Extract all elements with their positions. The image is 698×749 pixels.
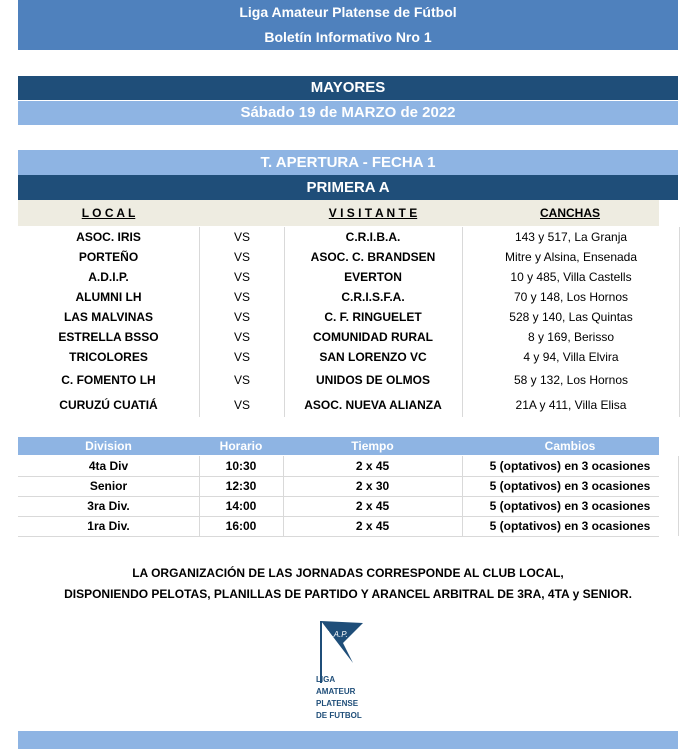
schedule-row bbox=[18, 476, 659, 497]
logo-line-1: LIGA bbox=[316, 675, 336, 684]
column-canchas: CANCHAS bbox=[540, 206, 600, 220]
match-visiting-team: ASOC. NUEVA ALIANZA bbox=[304, 398, 442, 412]
match-vs: VS bbox=[199, 327, 285, 347]
tournament-banner: T. APERTURA - FECHA 1 bbox=[18, 150, 678, 175]
schedule-division: 1ra Div. bbox=[18, 516, 200, 536]
schedule-col-cambios: Cambios bbox=[544, 439, 596, 453]
match-row bbox=[18, 367, 659, 393]
column-local: L O C A L bbox=[81, 206, 136, 220]
match-field: 143 y 517, La Granja bbox=[462, 227, 680, 247]
match-local-team: CURUZÚ CUATIÁ bbox=[59, 398, 158, 412]
division-banner: PRIMERA A bbox=[18, 175, 678, 200]
schedule-division: Senior bbox=[18, 476, 200, 496]
schedule-duration: 2 x 45 bbox=[283, 496, 463, 516]
match-local-team: TRICOLORES bbox=[69, 350, 148, 364]
match-row bbox=[18, 393, 659, 417]
match-vs: VS bbox=[199, 267, 285, 287]
schedule-row bbox=[18, 516, 659, 537]
schedule-substitutions: 5 (optativos) en 3 ocasiones bbox=[462, 456, 679, 476]
match-local-team: LAS MALVINAS bbox=[63, 310, 154, 324]
schedule-time: 14:00 bbox=[199, 496, 284, 516]
match-vs: VS bbox=[199, 347, 285, 367]
match-row bbox=[18, 227, 659, 247]
schedule-time: 12:30 bbox=[199, 476, 284, 496]
match-field: 4 y 94, Villa Elvira bbox=[462, 347, 680, 367]
match-vs: VS bbox=[199, 393, 285, 417]
schedule-col-division: Division bbox=[85, 439, 132, 453]
match-row bbox=[18, 307, 659, 327]
category-banner: MAYORES bbox=[18, 76, 678, 100]
match-row bbox=[18, 327, 659, 347]
schedule-substitutions: 5 (optativos) en 3 ocasiones bbox=[462, 476, 679, 496]
match-field: 21A y 411, Villa Elisa bbox=[462, 393, 680, 417]
logo-line-4: DE FUTBOL bbox=[316, 711, 362, 720]
bulletin-title: Boletín Informativo Nro 1 bbox=[264, 29, 432, 45]
match-field: 8 y 169, Berisso bbox=[462, 327, 680, 347]
match-local-team: A.D.I.P. bbox=[88, 270, 129, 284]
fixture-column-headers bbox=[18, 200, 659, 226]
match-visiting-team: EVERTON bbox=[344, 270, 402, 284]
match-vs: VS bbox=[199, 307, 285, 327]
match-row bbox=[18, 247, 659, 267]
schedule-division: 4ta Div bbox=[18, 456, 200, 476]
match-visiting-team: COMUNIDAD RURAL bbox=[313, 330, 433, 344]
date-banner: Sábado 19 de MARZO de 2022 bbox=[18, 101, 678, 125]
schedule-col-horario: Horario bbox=[219, 439, 263, 453]
match-field: Mitre y Alsina, Ensenada bbox=[462, 247, 680, 267]
match-local-team: ESTRELLA BSSO bbox=[58, 330, 159, 344]
match-visiting-team: C.R.I.S.F.A. bbox=[341, 290, 405, 304]
schedule-division: 3ra Div. bbox=[18, 496, 200, 516]
schedule-duration: 2 x 45 bbox=[283, 516, 463, 536]
match-row bbox=[18, 347, 659, 367]
league-name: Liga Amateur Platense de Fútbol bbox=[239, 4, 457, 20]
match-vs: VS bbox=[199, 227, 285, 247]
match-vs: VS bbox=[199, 247, 285, 267]
schedule-substitutions: 5 (optativos) en 3 ocasiones bbox=[462, 516, 679, 536]
schedule-duration: 2 x 45 bbox=[283, 456, 463, 476]
column-visitante: V I S I T A N T E bbox=[328, 206, 418, 220]
schedule-header bbox=[18, 437, 659, 455]
logo-line-2: AMATEUR bbox=[316, 687, 356, 696]
match-field: 58 y 132, Los Hornos bbox=[462, 367, 680, 393]
match-visiting-team: UNIDOS DE OLMOS bbox=[315, 373, 430, 387]
match-vs: VS bbox=[199, 367, 285, 393]
match-local-team: ALUMNI LH bbox=[75, 290, 142, 304]
match-local-team: ASOC. IRIS bbox=[76, 230, 141, 244]
logo-line-3: PLATENSE bbox=[316, 699, 359, 708]
match-visiting-team: C.R.I.B.A. bbox=[345, 230, 401, 244]
schedule-time: 10:30 bbox=[199, 456, 284, 476]
organization-note-line2: DISPONIENDO PELOTAS, PLANILLAS DE PARTIDO Y ARANCEL ARBITRAL DE 3RA, 4TA y SENIOR. bbox=[64, 587, 632, 601]
logo-flag-text: L.A.P. bbox=[327, 630, 348, 639]
match-row bbox=[18, 267, 659, 287]
match-local-team: C. FOMENTO LH bbox=[61, 373, 156, 387]
schedule-row bbox=[18, 456, 659, 477]
match-field: 70 y 148, Los Hornos bbox=[462, 287, 680, 307]
match-local-team: PORTEÑO bbox=[78, 250, 139, 264]
match-visiting-team: SAN LORENZO VC bbox=[319, 350, 427, 364]
match-vs: VS bbox=[199, 287, 285, 307]
schedule-col-tiempo: Tiempo bbox=[351, 439, 394, 453]
match-visiting-team: C. F. RINGUELET bbox=[324, 310, 422, 324]
schedule-time: 16:00 bbox=[199, 516, 284, 536]
schedule-duration: 2 x 30 bbox=[283, 476, 463, 496]
match-field: 528 y 140, Las Quintas bbox=[462, 307, 680, 327]
match-field: 10 y 485, Villa Castells bbox=[462, 267, 680, 287]
bulletin-header bbox=[18, 0, 678, 50]
match-visiting-team: ASOC. C. BRANDSEN bbox=[310, 250, 436, 264]
schedule-substitutions: 5 (optativos) en 3 ocasiones bbox=[462, 496, 679, 516]
footer-band bbox=[18, 731, 678, 749]
organization-note-line1: LA ORGANIZACIÓN DE LAS JORNADAS CORRESPONDE AL CLUB LOCAL, bbox=[132, 566, 564, 580]
schedule-row bbox=[18, 496, 659, 517]
match-row bbox=[18, 287, 659, 307]
